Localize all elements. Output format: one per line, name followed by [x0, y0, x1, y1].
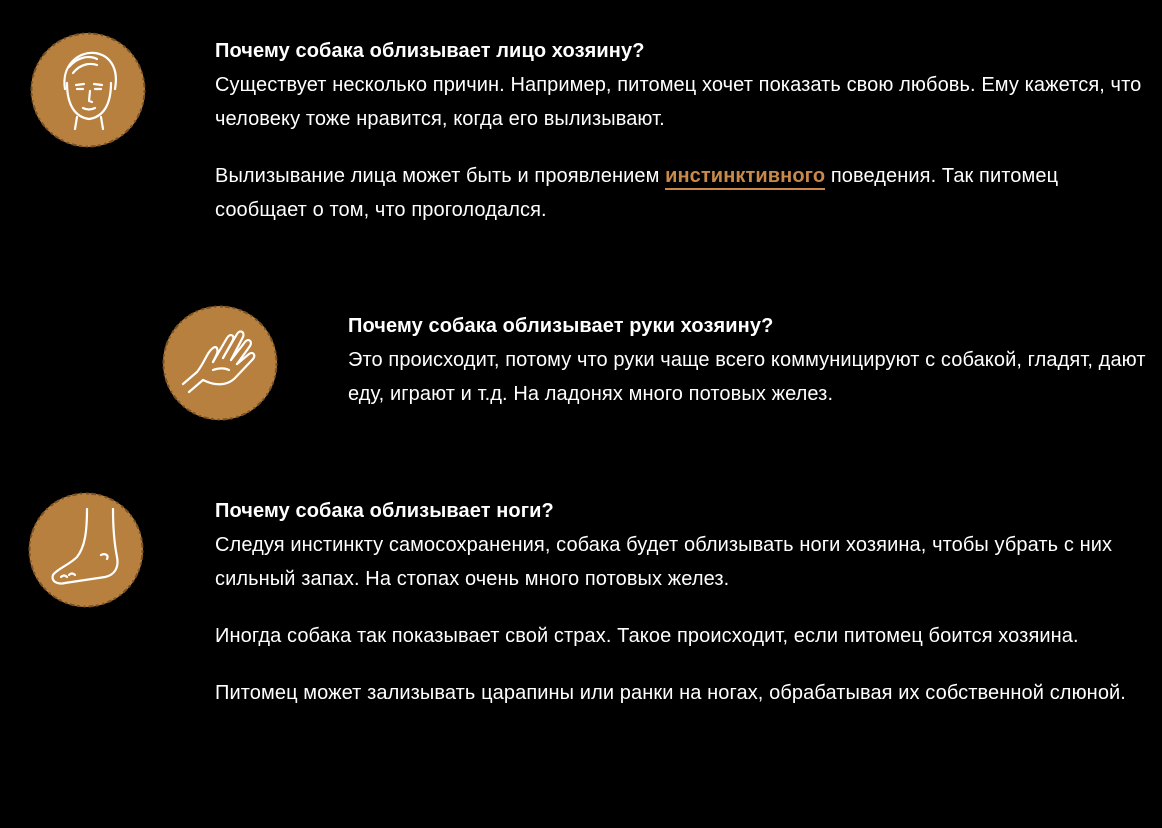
face-licking-text — [215, 34, 1145, 227]
paragraph: Следуя инстинкту самосохранения, собака будет облизывать ноги хозяина, чтобы убрать с них сильный запах. На стопах очень много потовых желез. — [215, 534, 1113, 590]
paragraph-with-link — [215, 159, 1145, 227]
section-title: Почему собака облизывает ноги? — [215, 500, 554, 522]
foot-icon — [27, 491, 145, 609]
paragraph: Это происходит, потому что руки чаще всего коммуницируют с собакой, гладят, дают еду, играют и т.д. На ладонях много потовых желез. — [348, 349, 1146, 405]
paragraph: Питомец может зализывать царапины или ранки на ногах, обрабатывая их собственной слюной. — [215, 682, 1126, 704]
paragraph-text: Вылизывание лица может быть и проявлением — [215, 165, 666, 187]
paragraph-text: поведения. Так питомец сообщает о том, что проголодался. — [215, 165, 1059, 221]
instinctive-link[interactable]: инстинктивного — [665, 165, 825, 190]
face-icon — [29, 31, 147, 149]
foot-licking-text — [215, 494, 1145, 710]
section-title: Почему собака облизывает лицо хозяину? — [215, 40, 645, 62]
hand-licking-text — [348, 309, 1148, 411]
paragraph: Иногда собака так показывает свой страх. Такое происходит, если питомец боится хозяина. — [215, 625, 1079, 647]
paragraph: Существует несколько причин. Например, питомец хочет показать свою любовь. Ему кажется, что человеку тоже нравится, когда его вылизывают. — [215, 74, 1142, 130]
section-title: Почему собака облизывает руки хозяину? — [348, 315, 774, 337]
hand-icon — [161, 304, 279, 422]
